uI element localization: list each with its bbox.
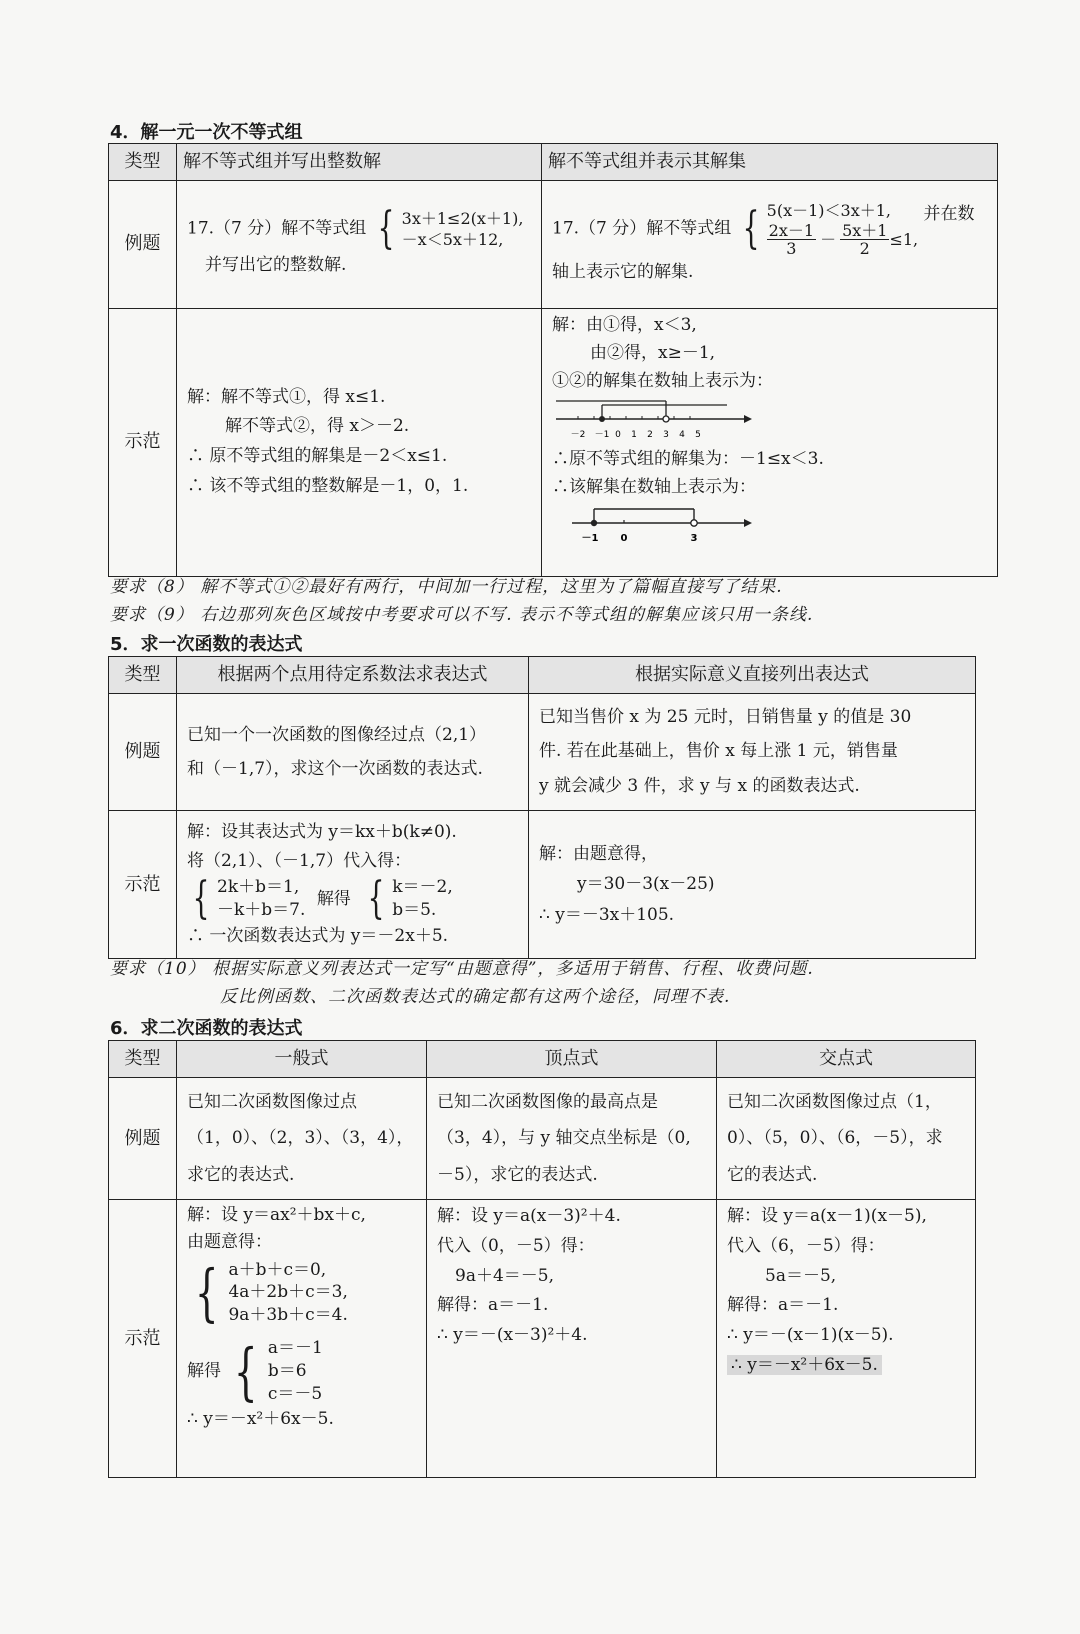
- note-10-cont: 反比例函数、二次函数表达式的确定都有这两个途径，同理不表.: [220, 987, 731, 1007]
- s4-fraction-2: $\frac{5x+1}{2}$: [842, 220, 888, 259]
- s6-ex3-line2: 0）、（5，0）、（6，－5），求: [727, 1128, 943, 1149]
- s6-row-label-demo: 示范: [109, 1200, 177, 1478]
- axis2-point-3: [691, 520, 697, 526]
- axis1-tick-label: 0: [615, 429, 621, 440]
- s5-example-left: [177, 693, 529, 811]
- s5-header-type: 类型: [109, 657, 177, 694]
- s5-ex-right-line3: y 就会减少 3 件，求 y 与 x 的函数表达式.: [539, 776, 860, 797]
- axis2-point-neg1: [591, 520, 597, 526]
- s6-sol3-line4: 解得：a＝－1.: [727, 1295, 839, 1316]
- axis1-point-3: [663, 416, 669, 422]
- s4-sol-right-line5: ∴该解集在数轴上表示为：: [552, 476, 756, 497]
- s5-sol-left-line4: ∴ 一次函数表达式为 y＝－2x＋5.: [187, 925, 449, 946]
- s4-example-right: [542, 180, 998, 308]
- s6-sol1-result-system: { a＝－1 b＝6 c＝－5: [234, 1334, 323, 1408]
- section4-title: 4．解一元一次不等式组: [110, 122, 303, 143]
- axis2-tick-label: 3: [690, 532, 698, 544]
- s6-sol2-line2: 代入（0，－5）得：: [437, 1235, 595, 1256]
- s6-sol3-line1: 解：设 y＝a(x－1)(x－5),: [727, 1206, 927, 1227]
- axis1-tick-label: 3: [663, 429, 669, 440]
- section6-table: [108, 1040, 976, 1478]
- s4-fraction-1: $\frac{2x-1}{3}$: [768, 220, 815, 259]
- s6-sol1-res1: a＝－1: [267, 1338, 323, 1359]
- s6-example-general: [177, 1077, 427, 1200]
- s4-header-left: 解不等式组并写出整数解: [177, 144, 542, 181]
- section5-title: 5．求一次函数的表达式: [110, 634, 303, 655]
- number-line-1: [552, 397, 752, 443]
- s6-solution-general: [177, 1200, 427, 1478]
- s4-sol-right-line3: ①②的解集在数轴上表示为：: [552, 370, 773, 391]
- s6-ex2-line2: （3，4），与 y 轴交点坐标是（0,: [437, 1128, 691, 1149]
- s5-sol-left-line2: 将（2,1）、（－1,7）代入得：: [187, 851, 412, 872]
- s6-solution-intercept: [717, 1200, 976, 1478]
- s6-header-general: 一般式: [177, 1041, 427, 1078]
- note-9: 要求（9） 右边那列灰色区域按中考要求可以不写. 表示不等式组的解集应该只用一条线.: [110, 605, 814, 625]
- s6-ex1-line2: （1，0）、（2，3）、（3，4），: [187, 1128, 414, 1149]
- s6-header-vertex: 顶点式: [427, 1041, 717, 1078]
- axis1-tick-label: －2: [570, 429, 586, 440]
- s5-ex-left-line2: 和（－1,7），求这个一次函数的表达式.: [187, 758, 483, 779]
- axis1-tick-label: 4: [679, 429, 685, 440]
- s4-row-label-demo: 示范: [109, 308, 177, 576]
- s4-ex-left-eq2: －x＜5x＋12,: [401, 230, 504, 250]
- s5-jiede: 解得: [316, 888, 351, 909]
- s5-ex-left-line1: 已知一个一次函数的图像经过点（2,1）: [187, 724, 487, 745]
- s6-header-intercept: 交点式: [717, 1041, 976, 1078]
- section5-table: [108, 656, 976, 959]
- s6-sol1-eq2: 4a＋2b＋c＝3,: [228, 1282, 348, 1303]
- s6-solution-vertex: [427, 1200, 717, 1478]
- s6-sol3-line2: 代入（6，－5）得：: [727, 1235, 885, 1256]
- axis1-tick-label: 2: [647, 429, 653, 440]
- s4-ex-left-eq1: 3x＋1≤2(x＋1),: [401, 208, 524, 228]
- s6-sol1-res3: c＝－5: [267, 1384, 323, 1405]
- axis2-tick-label: －1: [581, 532, 599, 544]
- s6-sol1-line2: 由题意得：: [187, 1232, 272, 1253]
- s6-ex1-line3: 求它的表达式.: [187, 1164, 295, 1185]
- s4-sol-left-line3: ∴ 原不等式组的解集是－2＜x≤1.: [187, 446, 448, 466]
- s4-solution-left: [177, 308, 542, 576]
- s5-sol-left-line1: 解：设其表达式为 y＝kx＋b(k≠0).: [187, 822, 457, 843]
- s4-ex-right-eq1: 5(x－1)＜3x＋1,: [766, 201, 892, 221]
- section6-title: 6．求二次函数的表达式: [110, 1018, 303, 1039]
- s6-sol1-end: ∴ y＝－x²＋6x－5.: [187, 1409, 334, 1430]
- s4-ex-left-system: { 3x＋1≤2(x＋1), －x＜5x＋12,: [377, 203, 524, 255]
- s4-ex-right-post2: 轴上表示它的解集.: [552, 262, 694, 283]
- s6-sol2-line3: 9a＋4＝－5,: [455, 1265, 554, 1286]
- s6-sol1-eq1: a＋b＋c＝0,: [228, 1259, 327, 1280]
- axis1-tick-label: 1: [631, 429, 637, 440]
- note-10: 要求（10） 根据实际意义列表达式一定写“由题意得”，多适用于销售、行程、收费问题.: [110, 959, 814, 979]
- axis1-tick-label: 5: [695, 429, 701, 440]
- s4-sol-right-line4: ∴原不等式组的解集为：－1≤x＜3.: [552, 448, 824, 469]
- s5-row-label-example: 例题: [109, 693, 177, 811]
- s6-sol1-line1: 解：设 y＝ax²＋bx＋c,: [187, 1205, 366, 1226]
- s5-ex-right-line1: 已知当售价 x 为 25 元时，日销售量 y 的值是 30: [539, 706, 912, 727]
- s6-sol3-line5: ∴ y＝－(x－1)(x－5).: [727, 1325, 894, 1346]
- s4-header-right: 解不等式组并表示其解集: [542, 144, 998, 181]
- s4-ex-left-pre: 17.（7 分）解不等式组: [187, 218, 367, 239]
- axis1-tick-label: －1: [594, 429, 610, 440]
- s6-sol1-res2: b＝6: [267, 1361, 307, 1382]
- s6-ex1-line1: 已知二次函数图像过点: [187, 1091, 357, 1112]
- s4-sol-left-line1: 解：解不等式①，得 x≤1.: [187, 386, 386, 407]
- s5-ex-right-line2: 件. 若在此基础上，售价 x 每上涨 1 元，销售量: [539, 741, 898, 762]
- s4-header-type: 类型: [109, 144, 177, 181]
- s5-example-right: [529, 693, 976, 811]
- s4-sol-right-line1: 解：由①得，x＜3,: [552, 314, 697, 335]
- s5-header-left: 根据两个点用待定系数法求表达式: [177, 657, 529, 694]
- s6-sol1-eq3: 9a＋3b＋c＝4.: [228, 1305, 348, 1326]
- note-8: 要求（8） 解不等式①②最好有两行，中间加一行过程，这里为了篇幅直接写了结果.: [110, 577, 783, 597]
- s4-example-left: [177, 180, 542, 308]
- s5-sys1-eq1: 2k＋b＝1,: [217, 877, 300, 898]
- s6-ex3-line1: 已知二次函数图像过点（1，: [727, 1091, 942, 1112]
- s6-sol3-line3: 5a＝－5,: [765, 1265, 837, 1286]
- s6-header-type: 类型: [109, 1041, 177, 1078]
- s5-solution-right: [529, 811, 976, 959]
- s4-solution-right: [542, 308, 998, 576]
- s5-header-right: 根据实际意义直接列出表达式: [529, 657, 976, 694]
- s5-sol-right-line1: 解：由题意得，: [539, 843, 658, 864]
- s6-sol1-system: { a＋b＋c＝0, 4a＋2b＋c＝3, 9a＋3b＋c＝4.: [194, 1255, 348, 1329]
- s4-sol-left-line2: 解不等式②，得 x＞－2.: [225, 416, 410, 437]
- s6-sol3-highlighted-result: ∴ y＝－x²＋6x－5.: [727, 1355, 882, 1375]
- s5-row-label-demo: 示范: [109, 811, 177, 959]
- s4-sol-right-line2: 由②得，x≥－1,: [590, 342, 716, 363]
- s5-system-2: { k＝－2, b＝5.: [367, 872, 453, 924]
- s6-sol1-jiede: 解得: [187, 1361, 221, 1382]
- s6-sol2-line1: 解：设 y＝a(x－3)²＋4.: [437, 1206, 621, 1227]
- s6-sol2-line5: ∴ y＝－(x－3)²＋4.: [437, 1325, 588, 1346]
- s6-row-label-example: 例题: [109, 1077, 177, 1200]
- s6-sol2-line4: 解得：a＝－1.: [437, 1295, 549, 1316]
- s5-sys2-eq1: k＝－2,: [392, 877, 453, 898]
- s4-ex-right-system: { 5(x－1)＜3x＋1, $\frac{2x-1}{3}$ － $\frac{5x+1}{2}$ ≤1,: [742, 201, 919, 259]
- s5-sys2-eq2: b＝5.: [392, 899, 437, 920]
- s4-sol-left-line4: ∴ 该不等式组的整数解是－1，0，1.: [187, 475, 469, 496]
- s5-sys1-eq2: －k＋b＝7.: [217, 899, 306, 920]
- s4-ex-right-pre: 17.（7 分）解不等式组: [552, 218, 732, 239]
- s5-system-1: { 2k＋b＝1, －k＋b＝7.: [192, 872, 306, 924]
- s5-sol-right-line3: ∴ y＝－3x＋105.: [539, 904, 675, 925]
- s6-ex2-line3: －5），求它的表达式.: [437, 1164, 598, 1185]
- number-line-2: [552, 503, 762, 547]
- s5-sol-right-line2: y＝30－3(x－25): [577, 874, 715, 895]
- s6-example-vertex: [427, 1077, 717, 1200]
- s6-example-intercept: [717, 1077, 976, 1200]
- axis1-point-neg1: [599, 416, 605, 422]
- s5-solution-left: [177, 811, 529, 959]
- s4-ex-left-post: 并写出它的整数解.: [205, 255, 347, 276]
- section4-table: [108, 143, 998, 577]
- axis2-tick-label: 0: [620, 532, 628, 544]
- s6-ex2-line1: 已知二次函数图像的最高点是: [437, 1091, 658, 1112]
- s4-row-label-example: 例题: [109, 180, 177, 308]
- s6-ex3-line3: 它的表达式.: [727, 1164, 818, 1185]
- s4-ex-right-post1: 并在数: [923, 204, 975, 225]
